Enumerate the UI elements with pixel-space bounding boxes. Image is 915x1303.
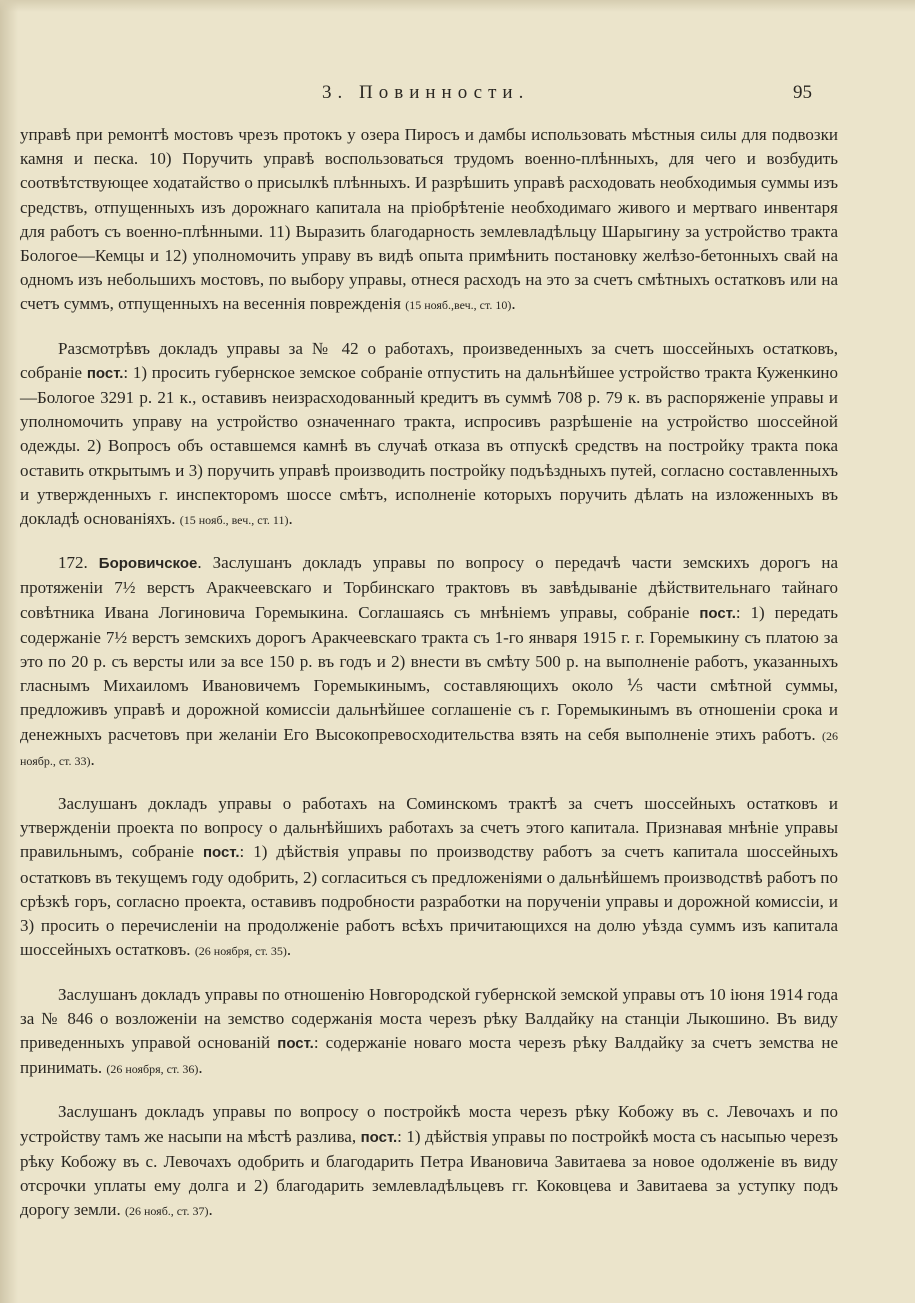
keyword-bold: пост. — [699, 604, 736, 622]
paragraph-6 — [20, 1100, 838, 1223]
paragraph-text: . — [198, 1058, 203, 1078]
paragraph-text: Заслушанъ докладъ управы о работахъ на Соминскомъ трактѣ за счетъ шоссейныхъ остатковъ и утвержденіи проекта по вопросу о дальнѣйшихъ работахъ за счетъ этого капитала. Признавая мнѣніе управы правильнымъ, собраніе — [20, 794, 838, 862]
paragraph-text: управѣ при ремонтѣ мостовъ чрезъ протокъ у озера Пиросъ и дамбы использовать мѣстныя силы для подвозки камня и песка. 10) Поручить управѣ воспользоваться трудомъ военно-плѣнныхъ, для чего и возбудить соотвѣтствующее ходатайство о присылкѣ плѣнныхъ. И разрѣшить управѣ расходовать необходимыя суммы изъ средствъ, отпущенныхъ изъ дорожнаго капитала на пріобрѣтеніе необходимаго живого и мертваго инвентаря для работъ съ военно-плѣнными. 11) Выразить благодарность землевладѣльцу Шарыгину за устройство тракта Бологое—Кемцы и 12) уполномочить управу въ видѣ опыта примѣнить постановку желѣзо-бетонныхъ свай на одномъ изъ небольшихъ мостовъ, по выбору управы, отнеся расходъ на это за счетъ смѣтныхъ остатковъ или на счетъ суммъ, отпущенныхъ на весеннія поврежденія — [20, 125, 838, 314]
keyword-bold: Боровичское — [98, 555, 198, 573]
page-header — [0, 82, 915, 112]
paragraph-text: Заслушанъ докладъ управы по отношенію Новгородской губернской земской управы отъ 10 іюня 1914 года за № 846 о возложеніи на земство содержанія моста черезъ рѣку Валдайку на станціи Лыкошино. Въ виду приведенныхъ управой основаній — [20, 984, 838, 1052]
paragraph-text: : 1) дѣйствія управы по постройкѣ моста съ насыпью черезъ рѣку Кобожу въ с. Левочахъ одобрить и благодарить Петра Ивановича Завитаева за новое одолженіе въ виду отсрочки уплаты ему долга и 2) благодарить землевладѣльцевъ гг. Коковцева и Завитаева за уступку подъ дорогу земли. — [20, 1126, 838, 1220]
page-top-shadow — [0, 0, 915, 12]
session-reference: (15 нояб.,веч., ст. 10) — [405, 298, 512, 313]
session-reference: (26 нояб., ст. 37) — [124, 1204, 209, 1219]
paragraph-text: . — [286, 940, 292, 960]
paragraph-2 — [20, 337, 838, 533]
keyword-bold: пост. — [202, 844, 240, 862]
paragraph-text: . — [288, 509, 293, 529]
page-number: 95 — [793, 82, 812, 103]
body-text — [20, 123, 838, 1242]
paragraph-1 — [20, 123, 838, 318]
session-reference: (26 ноябр., ст. 33) — [20, 728, 838, 768]
page-binding-shadow — [0, 0, 18, 1303]
paragraph-text: Заслушанъ докладъ управы по вопросу о постройкѣ моста черезъ рѣку Кобожу въ с. Левочахъ и по устройству тамъ же насыпи на мѣстѣ разлива, — [20, 1102, 838, 1146]
paragraph-text: . — [90, 749, 95, 769]
paragraph-text: : 1) дѣйствія управы по производству работъ за счетъ капитала шоссейныхъ остатковъ въ текущемъ году одобрить, 2) согласиться съ предложеніями о дальнѣйшемъ производствѣ работъ по срѣзкѣ горъ, согласно проекта, оставивъ подробности разработки на порученіи управы и дорожной комиссіи, и 3) просить о перечисленіи на продолженіе работъ всѣхъ причитающихся на долю уѣзда суммъ изъ капитала шоссейныхъ остатковъ. — [20, 842, 838, 960]
session-reference: (26 ноября, ст. 36) — [106, 1062, 199, 1077]
keyword-bold: пост. — [360, 1128, 398, 1146]
paragraph-4 — [20, 792, 838, 963]
paragraph-5 — [20, 983, 838, 1082]
paragraph-text: : 1) просить губернское земское собраніе отпустить на дальнѣйшее устройство тракта Куженкино—Бологое 3291 р. 21 к., оставивъ неизрасходованный кредитъ въ суммѣ 708 р. 79 к. въ распоряженіе управы и уполномочить управу на устройство означеннаго тракта, испросивъ разрѣшеніе на устройство шоссейной одежды. 2) Вопросъ объ оставшемся камнѣ въ случаѣ отказа въ отпускѣ средствъ на постройку тракта пока оставить открытымъ и 3) поручить управѣ производить постройку подъѣздныхъ путей, согласно составленныхъ и утвержденныхъ г. инспекторомъ шоссе смѣтъ, исполненіе которыхъ поручить дѣлать на изложенныхъ въ докладѣ основаніяхъ. — [20, 362, 839, 529]
paragraph-text: . — [511, 294, 516, 314]
keyword-bold: пост. — [277, 1034, 314, 1052]
keyword-bold: пост. — [86, 364, 124, 382]
paragraph-text: . — [208, 1200, 213, 1220]
session-reference: (26 ноября, ст. 35) — [194, 944, 287, 959]
paragraph-text: . Заслушанъ докладъ управы по вопросу о передачѣ части земскихъ дорогъ на протяженіи 7½ верстъ Аракчеевскаго и Торбинскаго трактовъ въ завѣдываніе дѣйствительнаго тайнаго совѣтника Ивана Логиновича Горемыкина. Соглашаясь съ мнѣніемъ управы, собраніе — [20, 553, 839, 622]
paragraph-text: : 1) передать содержаніе 7½ верстъ земскихъ дорогъ Аракчеевскаго тракта съ 1-го января 1915 г. г. Горемыкину съ платою за это по 20 р. съ версты или за все 150 р. въ годъ и 2) внести въ смѣту 500 р. на выполненіе работъ, указанныхъ гласнымъ Михаиломъ Ивановичемъ Горемыкинымъ, составляющихъ около ⅕ части смѣтной суммы, предложивъ управѣ и дорожной комиссіи дальнѣйшее соглашеніе съ г. Горемыкинымъ въ отношеніи срока и денежныхъ расчетовъ при желаніи Его Высокопревосходительства взять на себя выполненіе этихъ работъ. — [20, 602, 838, 744]
paragraph-text: 172. — [58, 553, 99, 573]
paragraph-3 — [20, 551, 838, 773]
paragraph-text: Разсмотрѣвъ докладъ управы за № 42 о работахъ, произведенныхъ за счетъ шоссейныхъ остатковъ, собраніе — [20, 338, 838, 382]
running-title: 3. Повинности. — [322, 82, 530, 103]
session-reference: (15 нояб., веч., ст. 11) — [179, 513, 289, 528]
paragraph-text: : содержаніе новаго моста черезъ рѣку Валдайку за счетъ земства не принимать. — [20, 1032, 838, 1078]
